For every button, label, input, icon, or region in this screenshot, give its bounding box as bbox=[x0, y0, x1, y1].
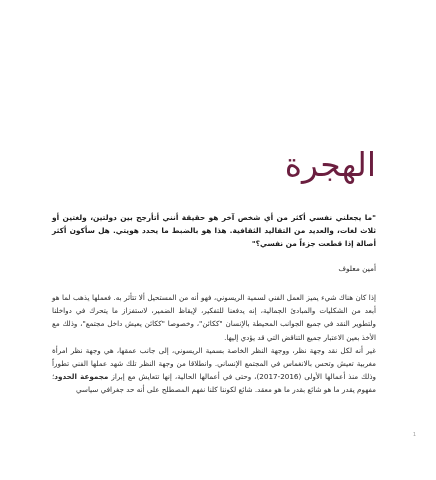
paragraph-2-text-start: غير أنه لكل نقد وجهة نظر، ووجهة النظر الخاصة بسمية الريسوني، إلى جانب عمقها، هي وجهة نظر امرأة مغربية تعيش وتحس بالانغماس في المجتمع الإنساني. وانطلاقا من وجهة النظر تلك شهد عملها الفني تطوراً وذلك منذ أعمالها الأولى (2016-2017)، وحتى في أعمالها الحالية، إنها تتعايش مع إبراز bbox=[52, 345, 376, 382]
paragraph-2-highlight: مجموعة الحدود bbox=[54, 372, 109, 382]
page-title: الهجرة bbox=[284, 145, 376, 184]
quote-author: أمين معلوف bbox=[338, 264, 376, 273]
paragraph-2-text-end: ؛ مفهوم يقدر ما هو شائع بقدر ما هو معقد. شائع لكوننا كلنا نفهم المصطلح على أنه حد جغرافي سياسي bbox=[52, 372, 376, 395]
paragraph-2 bbox=[52, 344, 376, 397]
page-number: 1 bbox=[412, 432, 416, 438]
body-text bbox=[52, 291, 376, 397]
epigraph-quote: "ما يجعلني نفسي أكثر من أي شخص آخر هو حقيقة أنني أتأرجح بين دولتين، ولغتين أو ثلاث لغات، والعديد من التقاليد الثقافية. هذا هو بالضبط ما يحدد هويتي. هل سأكون أكثر أصالة إذا قطعت جزءاً من نفسي؟" bbox=[52, 213, 376, 249]
paragraph-1: إذا كان هناك شيء يميز العمل الفني لسمية الريسوني، فهو أنه من المستحيل ألا تتأثر به. فعملها يذهب لما هو أبعد من الشكليات والمبادئ الجمالية، إنه يدفعنا للتفكير، لإيقاظ الضمير، لاستفزاز ما يتحرك في دواخلنا ولتطوير النقد في جميع الجوانب المحيطة بالإنسان "ككائن"، وخصوصا "ككائن يعيش داخل مجتمع"، وذلك مع الأخذ بعين الاعتبار جميع التناقض التي قد يؤدي إليها. bbox=[52, 293, 376, 342]
